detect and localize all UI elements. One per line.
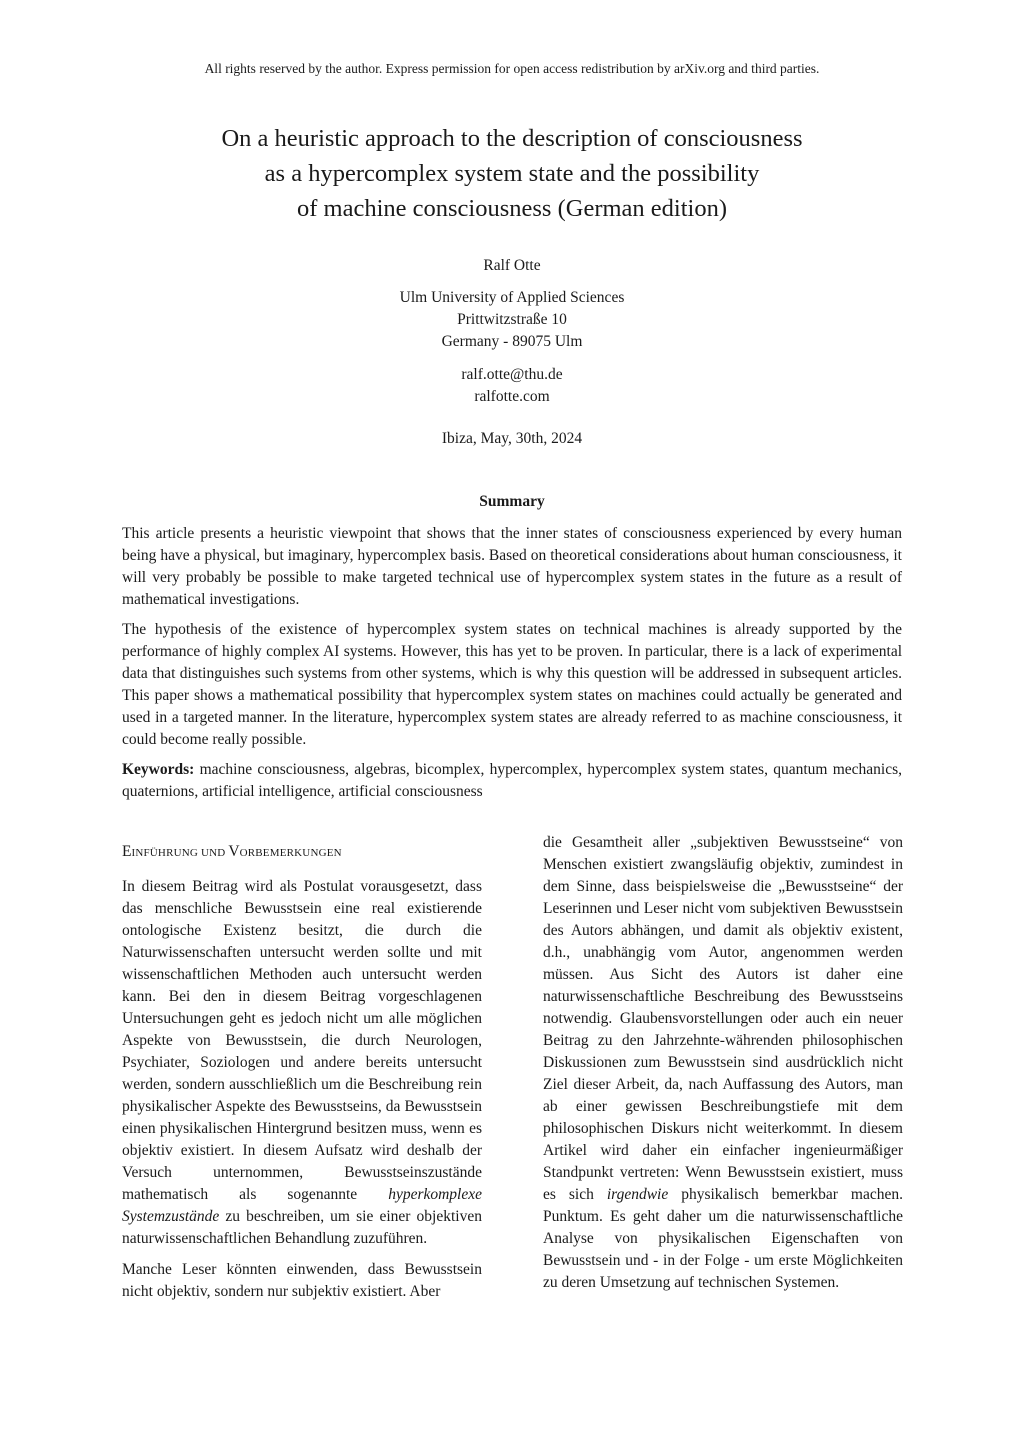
body-paragraph-3-emphasis: irgendwie <box>606 1186 669 1203</box>
abstract <box>122 523 902 811</box>
abstract-paragraph-1: This article presents a heuristic viewpoint that shows that the inner states of consciousness experienced by every human being have a physical, but imaginary, hypercomplex basis. Based on theoretical considerations about human consciousness, it will very probably be possible to make targeted technical use of hypercomplex system states in the future as a result of mathematical investigations. <box>122 525 902 608</box>
author-name: Ralf Otte <box>483 257 541 274</box>
body-paragraph-1 <box>122 876 482 1250</box>
title-line-2: as a hypercomplex system state and the possibility <box>264 160 760 187</box>
body-paragraph-3-text-b: physikalisch bemerkbar machen. Punktum. Es geht daher um die naturwissenschaftliche Analyse von physikalischen Eigenschaften von Bewusstsein und - in der Folge - um erste Möglichkeiten zu deren Umsetzung auf technischen Systemen. <box>543 1186 903 1291</box>
right-column <box>543 832 903 1303</box>
summary-heading: Summary <box>479 493 545 510</box>
keywords-label: Keywords: <box>122 761 195 778</box>
section-heading-cap-1: E <box>122 843 132 860</box>
keywords-list: machine consciousness, algebras, bicomplex, hypercomplex, hypercomplex system states, quantum mechanics, quaternions, artificial intelligence, artificial consciousness <box>122 761 902 800</box>
section-heading-part-2: ORBEMERKUNGEN <box>239 847 342 859</box>
body-paragraph-3 <box>543 832 903 1294</box>
rights-notice: All rights reserved by the author. Express permission for open access redistribution by arXiv.org and third parties. <box>204 61 820 76</box>
section-heading-part-1: INFÜHRUNG UND <box>131 847 229 859</box>
section-heading <box>122 841 482 864</box>
body-paragraph-2: Manche Leser könnten einwenden, dass Bewusstsein nicht objektiv, sondern nur subjektiv existiert. Aber <box>122 1261 482 1300</box>
body-paragraph-1-text-b: zu beschreiben, um sie einer objektiven naturwissenschaftlichen Behandlung zuzuführen. <box>122 1208 482 1247</box>
paper-title <box>0 121 1024 226</box>
paper-date: Ibiza, May, 30th, 2024 <box>441 430 583 447</box>
author-website: ralfotte.com <box>474 388 550 405</box>
author-block <box>0 255 1024 277</box>
title-line-3: of machine consciousness (German edition) <box>297 195 727 222</box>
abstract-paragraph-2: The hypothesis of the existence of hypercomplex system states on technical machines is already supported by the performance of highly complex AI systems. However, this has yet to be proven. In particular, there is a lack of experimental data that distinguishes such systems from other systems, which is why this question will be addressed in subsequent articles. This paper shows a mathematical possibility that hypercomplex system states on machines could actually be generated and used in a targeted manner. In the literature, hypercomplex system states are already referred to as machine consciousness, it could become really possible. <box>122 621 902 748</box>
affiliation-block <box>0 287 1024 353</box>
body-paragraph-1-emphasis: hyperkomplexe Systemzustände <box>122 1186 482 1225</box>
left-column <box>122 841 482 1312</box>
date-block <box>0 428 1024 450</box>
contact-block <box>0 364 1024 408</box>
body-paragraph-1-text-a: In diesem Beitrag wird als Postulat vorausgesetzt, dass das menschliche Bewusstsein eine real existierende ontologische Existenz besitzt, die durch die Naturwissenschaften untersucht werden sollte und mit wissenschaftlichen Methoden auch untersucht werden kann. Bei den in diesem Beitrag vorgeschlagenen Untersuchungen geht es jedoch nicht um alle möglichen Aspekte von Bewusstsein, die durch Neurologen, Psychiater, Soziologen und andere bereits untersucht werden, sondern ausschließlich um die Beschreibung rein physikalischer Aspekte des Bewusstseins, da Bewusstsein einen physikalischen Hintergrund besitzen muss, wenn es objektiv existiert. In diesem Aufsatz wird deshalb der Versuch unternommen, Bewusstseinszustände mathematisch als sogenannte <box>122 878 482 1203</box>
section-heading-cap-2: V <box>228 843 240 860</box>
body-paragraph-3-text-a: die Gesamtheit aller „subjektiven Bewusstseine“ von Menschen existiert zwangsläufig objektiv, zumindest in dem Sinne, dass beispielsweise die „Bewusstseine“ der Leserinnen und Leser nicht vom subjektiven Bewusstsein des Autors abhängen, und damit als objektiv existent, d.h., unabhängig vom Autor, angenommen werden müssen. Aus Sicht des Autors ist daher eine naturwissenschaftliche Beschreibung des Bewusstseins notwendig. Glaubensvorstellungen oder auch ein neuer Beitrag zu den Jahrzehnte-währenden philosophischen Diskussionen zum Bewusstsein sind ausdrücklich nicht Ziel dieser Arbeit, da, nach Auffassung des Autors, man ab einer gewissen Beschreibungstiefe mit dem philosophischen Diskurs nicht weiterkommt. In diesem Artikel wird daher ein einfacher ingenieurmäßiger Standpunkt vertreten: Wenn Bewusstsein existiert, muss es sich <box>543 834 903 1203</box>
affiliation-line-1: Ulm University of Applied Sciences <box>399 289 625 306</box>
affiliation-line-3: Germany - 89075 Ulm <box>441 333 583 350</box>
title-line-1: On a heuristic approach to the description of consciousness <box>221 125 803 152</box>
keywords <box>122 759 902 803</box>
author-email: ralf.otte@thu.de <box>461 366 563 383</box>
affiliation-line-2: Prittwitzstraße 10 <box>457 311 567 328</box>
